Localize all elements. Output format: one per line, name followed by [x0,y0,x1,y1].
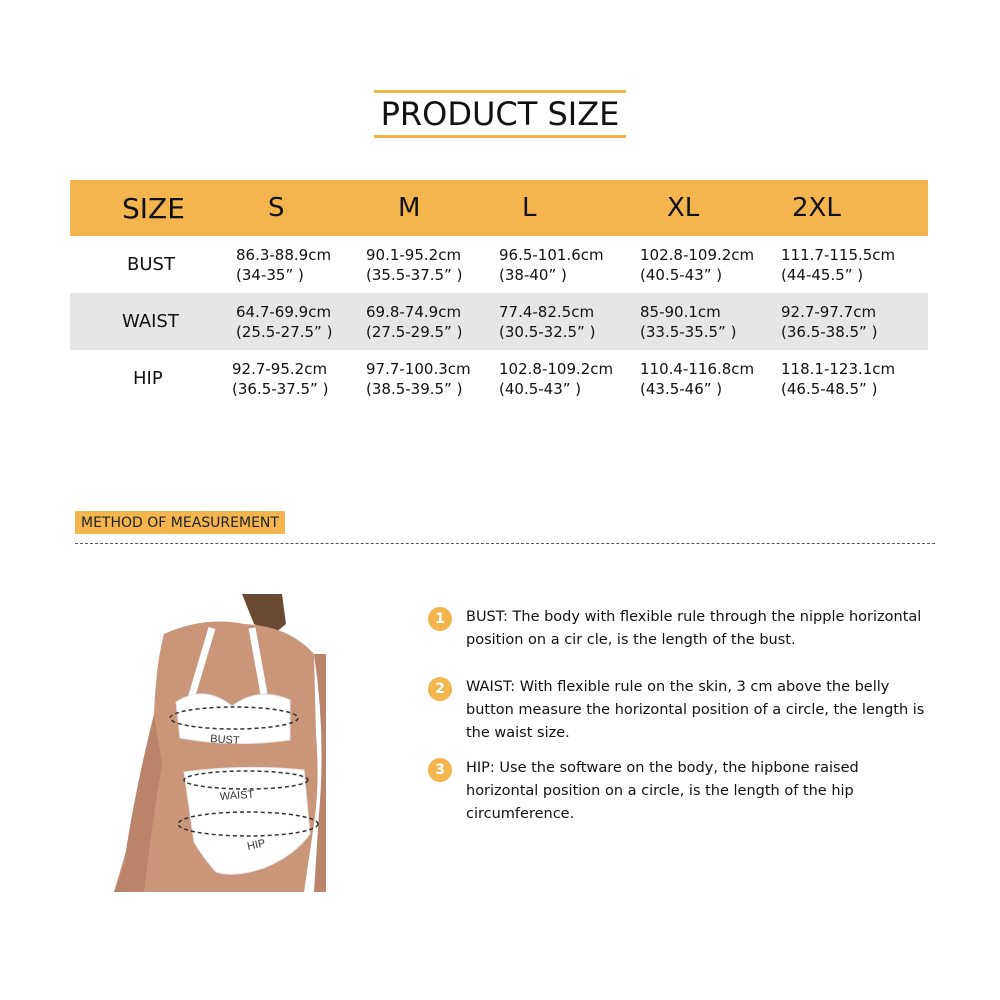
table-cell [366,350,471,407]
cell-inch: (38-40” ) [499,265,567,284]
cell-cm: 69.8-74.9cm [366,302,462,321]
method-label: METHOD OF MEASUREMENT [75,511,285,534]
header-xl: XL [667,193,700,223]
row-label-hip: HIP [133,368,163,389]
cell-cm: 92.7-95.2cm [232,359,328,378]
dashed-divider [75,543,935,544]
cell-cm: 86.3-88.9cm [236,245,332,264]
measurement-figure [114,594,326,892]
cell-cm: 97.7-100.3cm [366,359,471,378]
cell-inch: (34-35” ) [236,265,304,284]
cell-inch: (36.5-37.5” ) [232,379,329,398]
cell-cm: 110.4-116.8cm [640,359,755,378]
page-title: PRODUCT SIZE [380,95,620,133]
title-frame [374,90,626,138]
cell-inch: (44-45.5” ) [781,265,864,284]
table-cell [232,350,328,407]
table-row [70,350,928,407]
table-row [70,236,928,293]
cell-inch: (27.5-29.5” ) [366,322,463,341]
cell-cm: 102.8-109.2cm [499,359,614,378]
table-cell [640,293,736,350]
cell-inch: (30.5-32.5” ) [499,322,596,341]
cell-cm: 102.8-109.2cm [640,245,755,264]
table-cell [499,350,613,407]
row-label-bust: BUST [127,254,175,275]
table-cell [781,350,895,407]
cell-cm: 118.1-123.1cm [781,359,896,378]
step-number-badge: 2 [428,677,452,701]
cell-inch: (38.5-39.5” ) [366,379,463,398]
step-number-badge: 1 [428,607,452,631]
cell-inch: (46.5-48.5” ) [781,379,878,398]
table-cell [236,236,331,293]
table-row [70,293,928,350]
header-s: S [268,193,285,223]
cell-inch: (43.5-46” ) [640,379,723,398]
cell-cm: 64.7-69.9cm [236,302,332,321]
table-cell [499,293,595,350]
table-cell [366,236,462,293]
size-table [70,180,928,407]
table-cell [640,236,754,293]
cell-inch: (35.5-37.5” ) [366,265,463,284]
cell-cm: 111.7-115.5cm [781,245,896,264]
step-text: WAIST: With flexible rule on the skin, 3 cm above the belly button measure the horizontal position of a circle, the length is the waist size. [466,679,925,741]
cell-cm: 77.4-82.5cm [499,302,595,321]
row-label-waist: WAIST [122,311,179,332]
table-cell [366,293,462,350]
cell-inch: (33.5-35.5” ) [640,322,737,341]
header-m: M [398,193,421,223]
cell-inch: (36.5-38.5” ) [781,322,878,341]
table-cell [499,236,604,293]
cell-cm: 96.5-101.6cm [499,245,604,264]
table-cell [781,236,895,293]
figure-label-bust: BUST [209,733,240,748]
cell-cm: 90.1-95.2cm [366,245,462,264]
table-cell [640,350,754,407]
table-cell [236,293,332,350]
size-table-header [70,180,928,236]
cell-cm: 92.7-97.7cm [781,302,877,321]
step-text: HIP: Use the software on the body, the hipbone raised horizontal position on a circle, is the length of the hip circumference. [466,760,859,822]
header-size: SIZE [122,191,185,225]
header-2xl: 2XL [792,193,841,223]
cell-cm: 85-90.1cm [640,302,721,321]
cell-inch: (25.5-27.5” ) [236,322,333,341]
figure-label-hip: HIP [246,837,267,853]
table-cell [781,293,877,350]
figure-label-waist: WAIST [219,788,255,803]
cell-inch: (40.5-43” ) [640,265,723,284]
cell-inch: (40.5-43” ) [499,379,582,398]
header-l: L [522,193,537,223]
step-text: BUST: The body with flexible rule through the nipple horizontal position on a cir cle, is the length of the bust. [466,609,922,648]
step-number-badge: 3 [428,758,452,782]
